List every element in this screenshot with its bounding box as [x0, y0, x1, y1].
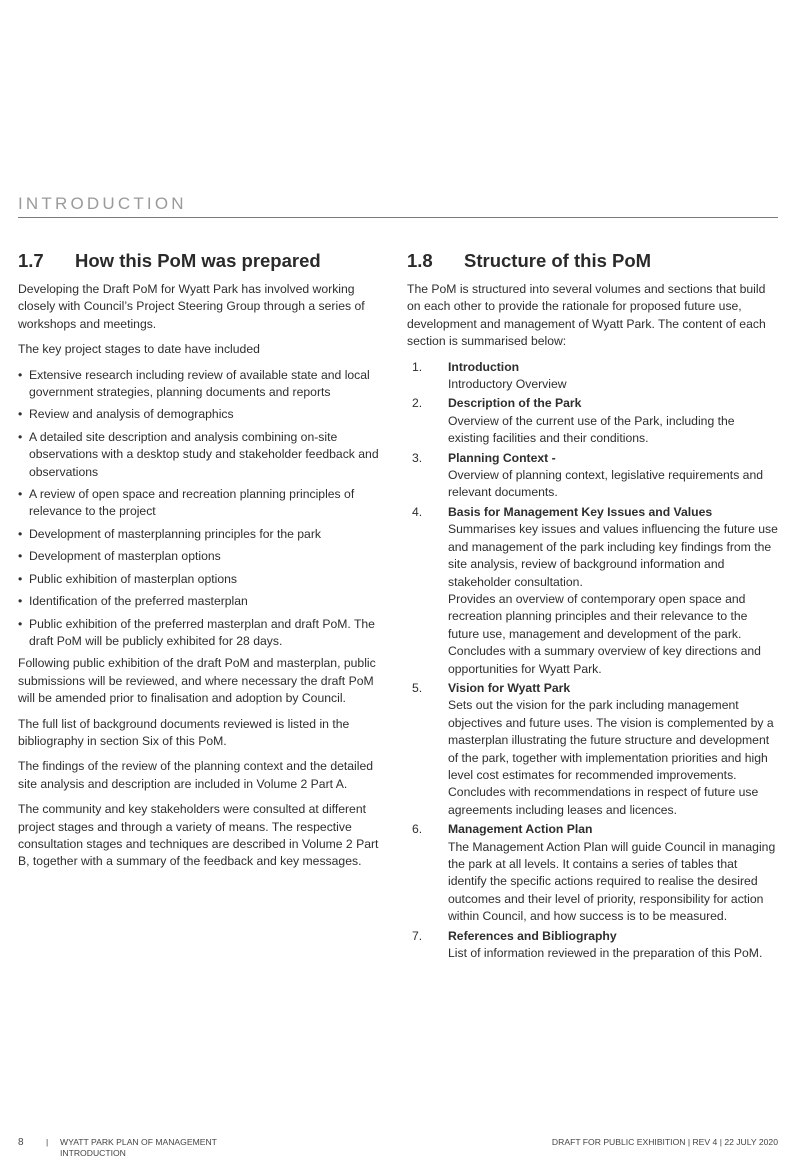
list-item: • Public exhibition of the preferred masterplan and draft PoM. The draft PoM will be publicly exhibited for 28 days. — [18, 616, 390, 651]
section-item — [407, 450, 779, 502]
section-title: Basis for Management Key Issues and Values — [448, 504, 713, 519]
list-item: • A detailed site description and analysis combining on-site observations with a desktop study and stakeholder feedback and observations — [18, 429, 390, 481]
footer-status: DRAFT FOR PUBLIC EXHIBITION | REV 4 | 22 JULY 2020 — [551, 1137, 778, 1147]
section-body — [448, 504, 779, 678]
list-item: • Development of masterplan options — [18, 548, 390, 565]
section-description: Summarises key issues and values influencing the future use and management of the park including key findings from the site analysis, review of background information and stakeholder consultation. — [448, 522, 778, 589]
section-body — [448, 395, 779, 447]
section-body — [448, 928, 779, 963]
section-item — [407, 504, 779, 678]
section-body — [448, 680, 779, 819]
intro-paragraph: The PoM is structured into several volumes and sections that build on each other to provide the rationale for proposed future use, development and management of Wyatt Park. The content of each section is summarised below: — [407, 282, 766, 349]
heading-title: How this PoM was prepared — [75, 250, 321, 271]
section-title: Description of the Park — [448, 396, 582, 411]
section-title: Management Action Plan — [448, 822, 593, 837]
section-number: 1. — [412, 359, 423, 374]
section-description: Introductory Overview — [448, 377, 567, 392]
section-description: Sets out the vision for the park including management objectives and future uses. The vision is complemented by a masterplan illustrating the future structure and development of the park, together with implementation priorities and high level cost estimates for recommended improvements. — [448, 698, 774, 782]
heading-title: Structure of this PoM — [464, 250, 652, 271]
section-title: References and Bibliography — [448, 928, 617, 943]
heading-how-prepared — [18, 250, 390, 272]
section-body — [448, 821, 779, 925]
section-title: Vision for Wyatt Park — [448, 680, 571, 695]
list-item: • Review and analysis of demographics — [18, 406, 390, 423]
body-paragraph: The community and key stakeholders were consulted at different project stages and through a variety of means. The respective consultation stages and techniques are described in Volume 2 Part B, together with a summary of the feedback and key messages. — [18, 802, 379, 869]
section-item — [407, 680, 779, 819]
section-item — [407, 821, 779, 925]
body-paragraph: The full list of background documents reviewed is listed in the bibliography in section Six of this PoM. — [18, 716, 350, 748]
heading-number: 1.8 — [407, 250, 433, 271]
section-description: Provides an overview of contemporary open space and recreation planning principles and their relevance to the future use, management and development of the park. — [448, 591, 748, 641]
section-number: 6. — [412, 822, 423, 837]
footer-separator: | — [46, 1137, 49, 1147]
section-description: List of information reviewed in the preparation of this PoM. — [448, 946, 763, 961]
heading-number: 1.7 — [18, 250, 44, 271]
section-number: 4. — [412, 504, 423, 519]
section-number: 2. — [412, 396, 423, 411]
section-body — [448, 359, 779, 394]
section-header: INTRODUCTION — [18, 194, 778, 218]
list-item: • A review of open space and recreation planning principles of relevance to the project — [18, 486, 390, 521]
footer-left — [18, 1137, 217, 1159]
section-description: Concludes with recommendations in respect of future use agreements including leases and licences. — [448, 785, 759, 817]
body-paragraph: The findings of the review of the planning context and the detailed site analysis and description are included in Volume 2 Part A. — [18, 759, 374, 791]
footer-doc-subtitle: INTRODUCTION — [60, 1148, 126, 1158]
list-item: • Public exhibition of masterplan options — [18, 571, 390, 588]
right-column — [407, 250, 779, 964]
left-column — [18, 250, 390, 879]
section-title: Introduction — [448, 359, 520, 374]
intro-paragraph: Developing the Draft PoM for Wyatt Park has involved working closely with Council’s Project Steering Group through a series of workshops and meetings. — [18, 282, 365, 331]
section-item — [407, 395, 779, 447]
list-item: • Identification of the preferred masterplan — [18, 593, 390, 610]
footer-doc-title: WYATT PARK PLAN OF MANAGEMENT — [60, 1137, 217, 1147]
section-number: 3. — [412, 450, 423, 465]
section-number: 7. — [412, 928, 423, 943]
stages-intro: The key project stages to date have included — [18, 342, 260, 357]
section-title: Planning Context - — [448, 450, 556, 465]
section-item — [407, 928, 779, 963]
footer-doc — [60, 1137, 217, 1159]
section-item — [407, 359, 779, 394]
heading-structure — [407, 250, 779, 272]
list-item: • Extensive research including review of available state and local government strategies, planning documents and reports — [18, 367, 390, 402]
section-description: Overview of planning context, legislative requirements and relevant documents. — [448, 468, 764, 500]
section-body — [448, 450, 779, 502]
section-description: The Management Action Plan will guide Council in managing the park at all levels. It contains a series of tables that identify the specific actions required to realise the desired outcomes and their level of priority, responsibility for action within Council, and how success is to be measured. — [448, 839, 776, 924]
section-number: 5. — [412, 680, 423, 695]
section-description: Concludes with a summary overview of key directions and opportunities for Wyatt Park. — [448, 644, 761, 676]
body-paragraph: Following public exhibition of the draft PoM and masterplan, public submissions will be reviewed, and where necessary the draft PoM will be amended prior to finalisation and adoption by Council. — [18, 656, 376, 706]
stages-list — [18, 367, 390, 651]
page-number: 8 — [18, 1137, 24, 1148]
list-item: • Development of masterplanning principles for the park — [18, 526, 390, 543]
section-description: Overview of the current use of the Park, including the existing facilities and their conditions. — [448, 413, 735, 446]
sections-list — [407, 359, 779, 963]
